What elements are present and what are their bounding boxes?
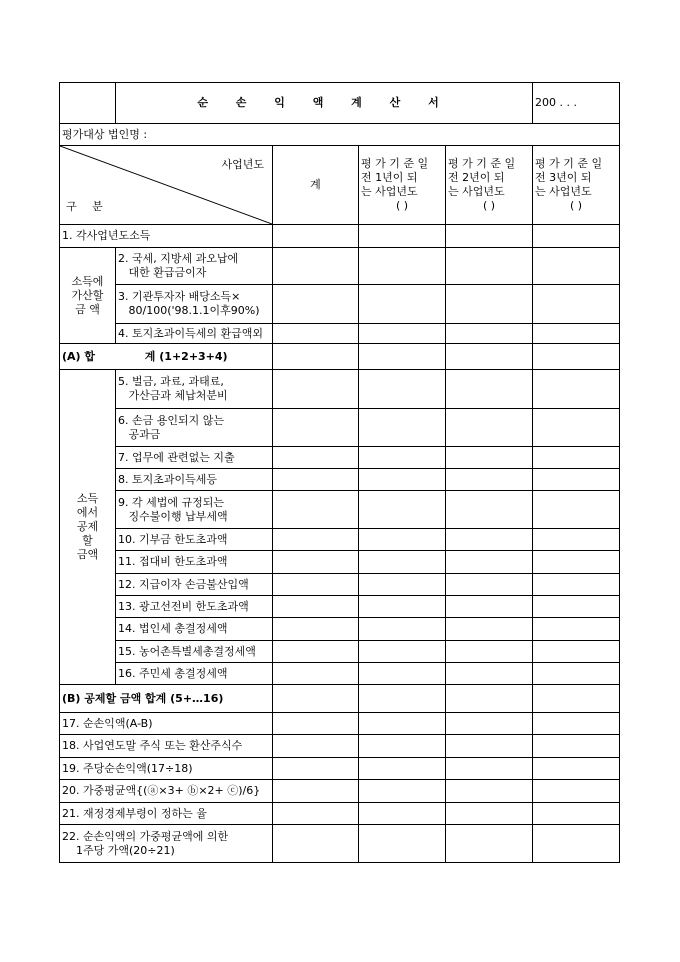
table-row [60,324,620,344]
header-diagonal-cell [60,146,273,225]
table-row [60,825,620,863]
row-label: 3. 기관투자자 배당소득× 80/100('98.1.1이후90%) [116,285,273,324]
row-label: 11. 접대비 한도초과액 [116,551,273,574]
row-label: 16. 주민세 총결정세액 [116,663,273,685]
table-row [60,491,620,529]
sum-a-label: (A) 합 계 (1+2+3+4) [60,344,273,370]
total-header: 계 [273,146,359,225]
add-group-label: 소득에 가산할 금 액 [60,248,116,344]
table-row [60,803,620,825]
table-row [60,551,620,574]
corp-name-label: 평가대상 법인명 : [62,127,148,141]
row-label: 2. 국세, 지방세 과오납에 대한 환급금이자 [116,248,273,285]
business-year-label: 사업년도 [221,158,264,171]
sum-b-label: (B) 공제할 금액 합계 (5+…16) [60,685,273,713]
row-label: 5. 벌금, 과료, 과태료, 가산금과 체납처분비 [116,370,273,409]
date-field[interactable]: 200 . . . [533,83,620,124]
table-row [60,409,620,447]
row-label: 4. 토지초과이득세의 환급액외 [116,324,273,344]
row-label: 12. 지급이자 손금불산입액 [116,574,273,596]
row-label: 14. 법인세 총결정세액 [116,618,273,641]
row-label: 15. 농어촌특별세총결정세액 [116,641,273,663]
table-row [60,225,620,248]
year3-header: 평 가 기 준 일 전 3년이 되 는 사업년도 ( ) [533,146,620,225]
table-row [60,529,620,551]
table-row [60,370,620,409]
table-row [60,447,620,469]
row-label: 9. 각 세법에 규정되는 징수불이행 납부세액 [116,491,273,529]
table-row [60,713,620,735]
year2-header: 평 가 기 준 일 전 2년이 되 는 사업년도 ( ) [446,146,533,225]
row-label: 17. 순손익액(A-B) [60,713,273,735]
deduct-group-label: 소득 에서 공제 할 금액 [60,370,116,685]
title-left-blank [60,83,116,124]
table-row [60,596,620,618]
row-label: 18. 사업연도말 주식 또는 환산주식수 [60,735,273,758]
table-row [60,618,620,641]
table-row [60,780,620,803]
page-title: 순 손 익 액 계 산 서 [116,83,533,124]
table-row [60,641,620,663]
row-label: 1. 각사업년도소득 [60,225,273,248]
row-label: 20. 가중평균액{(ⓐ×3+ ⓑ×2+ ⓒ)/6} [60,780,273,803]
table-row [60,344,620,370]
table-row [60,758,620,780]
row-label: 8. 토지초과이득세등 [116,469,273,491]
table-row [60,469,620,491]
year1-header: 평 가 기 준 일 전 1년이 되 는 사업년도 ( ) [359,146,446,225]
row-label: 19. 주당순손익액(17÷18) [60,758,273,780]
row-label: 10. 기부금 한도초과액 [116,529,273,551]
table-row [60,574,620,596]
table-row [60,248,620,285]
table-row [60,285,620,324]
row-label: 13. 광고선전비 한도초과액 [116,596,273,618]
table-row [60,735,620,758]
table-row [60,685,620,713]
category-label: 구 분 [66,200,109,213]
row-label: 22. 순손익액의 가중평균액에 의한 1주당 가액(20÷21) [60,825,273,863]
row-label: 21. 재정경제부령이 정하는 율 [60,803,273,825]
income-statement-form [59,82,620,863]
row-label: 7. 업무에 관련없는 지출 [116,447,273,469]
row-label: 6. 손금 용인되지 않는 공과금 [116,409,273,447]
table-row [60,663,620,685]
corp-name-row[interactable] [60,124,620,146]
